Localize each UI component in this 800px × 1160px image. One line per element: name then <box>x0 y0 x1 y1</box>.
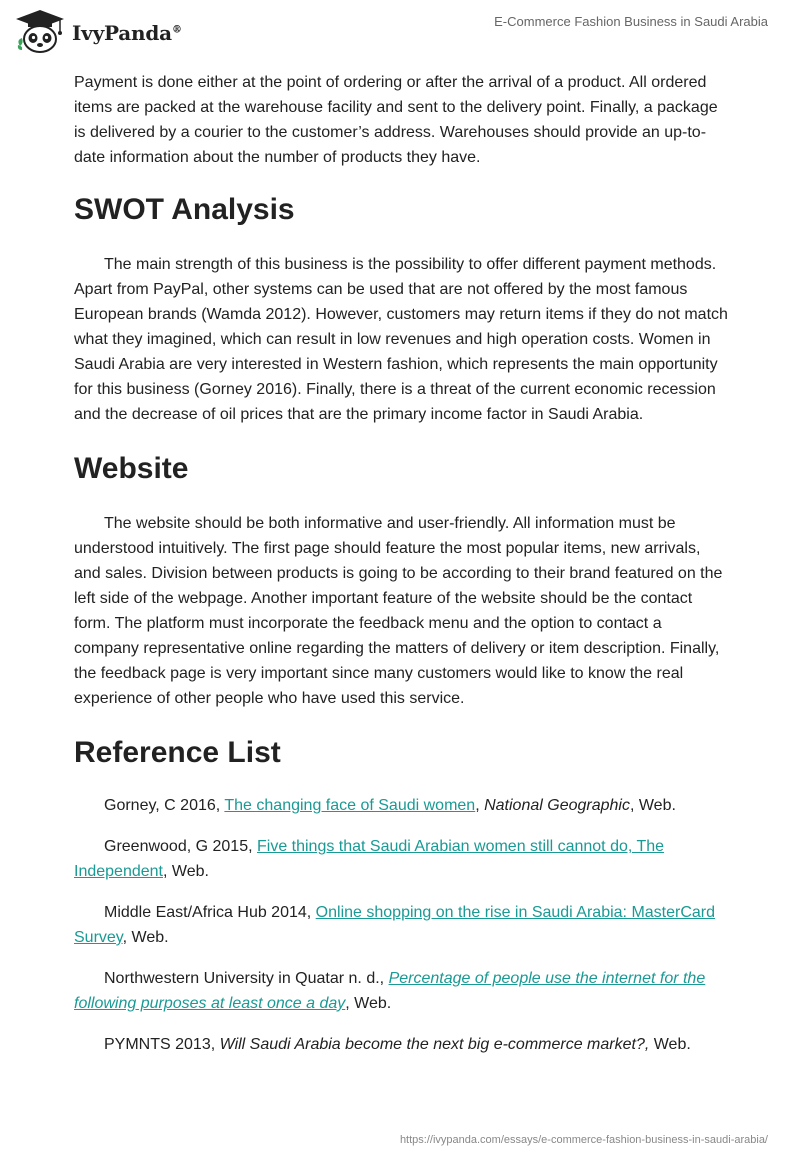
reference-text: PYMNTS 2013, <box>104 1036 220 1053</box>
reference-text: , Web. <box>162 863 209 880</box>
reference-text: Greenwood, G 2015, <box>104 838 257 855</box>
reference-text: , Web. <box>122 929 169 946</box>
reference-text: Middle East/Africa Hub 2014, <box>104 904 316 921</box>
reference-link[interactable]: The changing face of Saudi women <box>224 797 476 814</box>
reference-link[interactable]: Online shopping on the rise in Saudi Arabia: MasterCard Survey <box>74 904 716 946</box>
reference-text: Web. <box>649 1036 691 1053</box>
swot-heading: SWOT Analysis <box>74 193 295 226</box>
reference-title: Will Saudi Arabia become the next big e-commerce market?, <box>219 1036 650 1053</box>
essay-body <box>74 70 728 1073</box>
page-header <box>0 0 800 62</box>
reference-text: , Web. <box>345 995 392 1012</box>
reference-item <box>74 834 728 884</box>
panda-graduate-icon <box>14 8 66 54</box>
reference-item <box>74 900 728 950</box>
logo-text: IvyPanda <box>72 21 172 45</box>
reference-link-title: Percentage of people use the internet for the following purposes at least once a day <box>74 970 706 1012</box>
reference-item <box>74 1032 728 1057</box>
reference-item <box>74 793 728 818</box>
reference-text: Northwestern University in Quatar n. d., <box>104 970 389 987</box>
reference-text: , Web. <box>629 797 676 814</box>
footer-url[interactable]: https://ivypanda.com/essays/e-commerce-fashion-business-in-saudi-arabia/ <box>399 1134 768 1146</box>
reference-text: Gorney, C 2016, <box>104 797 225 814</box>
reference-list-heading: Reference List <box>74 736 281 769</box>
website-paragraph: The website should be both informative and user-friendly. All information must be understood intuitively. The first page should feature the most popular items, new arrivals, and sales. Division between products is going to be according to their brand featured on the left side of the webpage. Another important feature of the website should be the contact form. The platform must incorporate the feedback menu and the option to contact a company representative online regarding the matters of delivery or item description. Finally, the feedback page is very important since many customers would like to know the real experience of other people who have used this service. <box>74 515 723 707</box>
reference-link[interactable]: Five things that Saudi Arabian women still cannot do, The Independent <box>74 838 665 880</box>
ivypanda-logo[interactable] <box>14 8 182 54</box>
intro-paragraph: Payment is done either at the point of ordering or after the arrival of a product. All ordered items are packed at the warehouse facility and sent to the delivery point. Finally, a package is delivered by a courier to the customer’s address. Warehouses should provide an up-to-date information about the number of products they have. <box>74 74 718 166</box>
reference-item <box>74 966 728 1016</box>
reference-publisher: National Geographic <box>484 797 630 814</box>
registered-mark: ® <box>171 24 182 36</box>
swot-paragraph: The main strength of this business is the possibility to offer different payment methods. Apart from PayPal, other systems can be used that are not offered by the most famous European brands (Wamda 2012). However, customers may return items if they do not match what they imagined, which can result in low revenues and high operation costs. Women in Saudi Arabia are very interested in Western fashion, which represents the main opportunity for this business (Gorney 2016). Finally, there is a threat of the current economic recession and the decrease of oil prices that are the primary income factor in Saudi Arabia. <box>74 256 728 423</box>
document-title: E-Commerce Fashion Business in Saudi Arabia <box>494 14 768 29</box>
website-heading: Website <box>74 452 189 485</box>
logo-wordmark <box>72 21 182 45</box>
reference-text: , <box>475 797 485 814</box>
